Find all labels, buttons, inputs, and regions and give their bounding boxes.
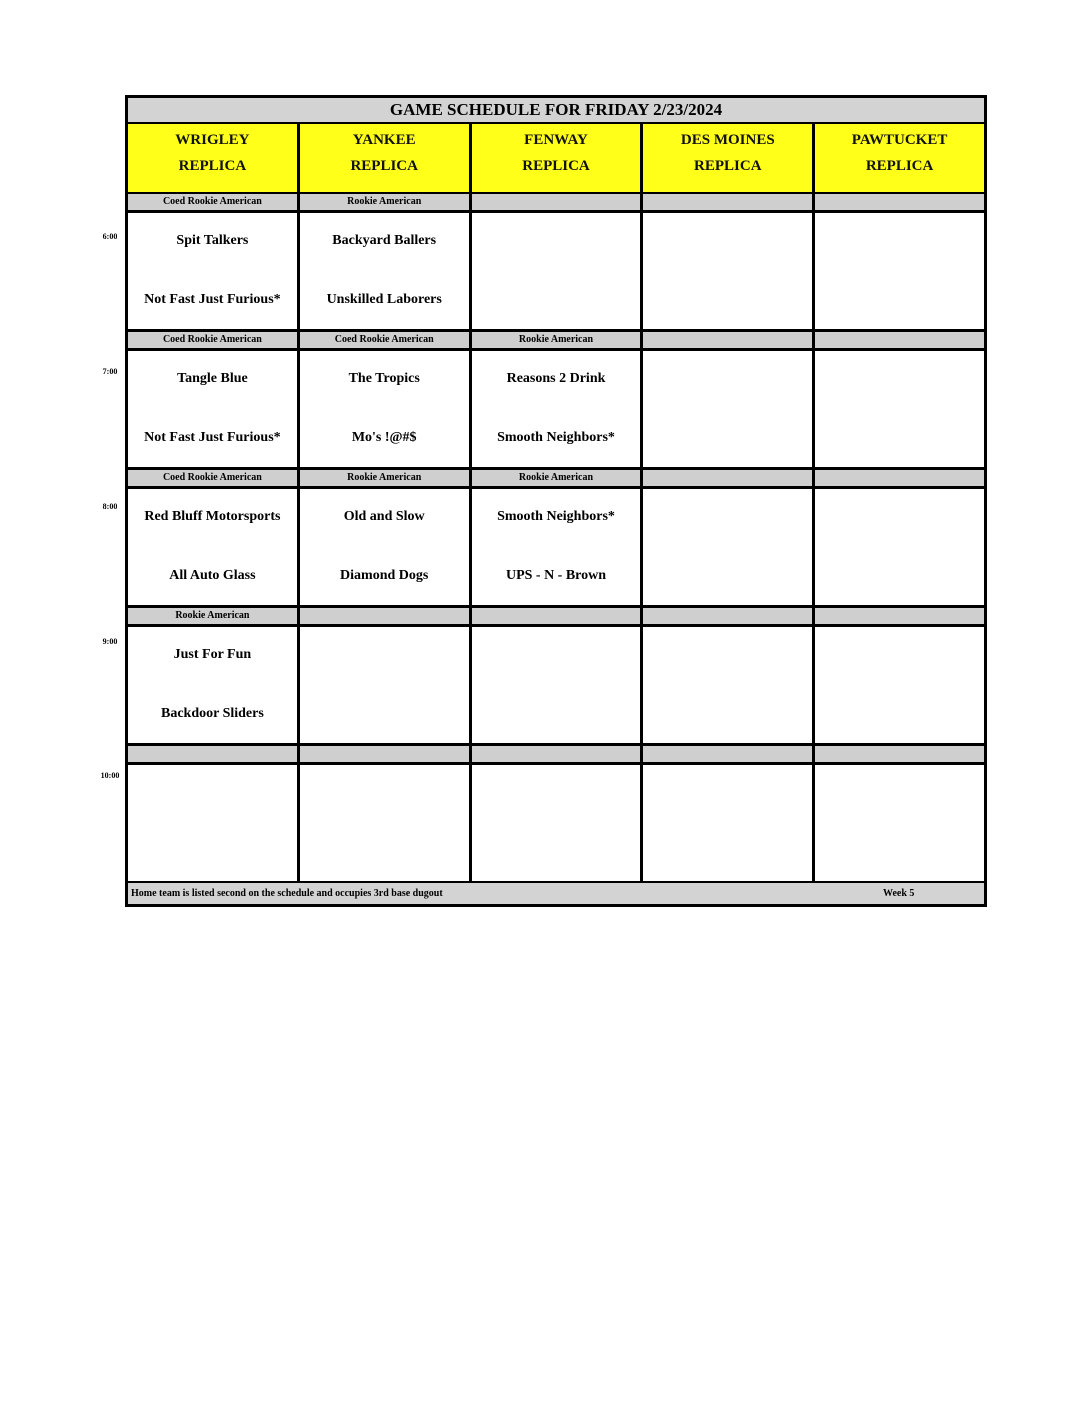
schedule-table [125, 95, 987, 907]
home-team: Not Fast Just Furious* [144, 430, 281, 445]
game-cell [300, 765, 472, 881]
away-team: The Tropics [348, 371, 420, 386]
division-row [128, 194, 984, 213]
time-label: 9:00 [102, 637, 118, 646]
game-cell [472, 627, 644, 743]
week-label: Week 5 [883, 888, 915, 899]
home-team: UPS - N - Brown [505, 568, 607, 583]
game-cell [815, 213, 984, 329]
time-label: 10:00 [100, 771, 120, 780]
game-cell [643, 351, 815, 467]
game-cell [300, 489, 472, 605]
time-label: 8:00 [102, 502, 118, 511]
game-cell [643, 213, 815, 329]
division-label: Rookie American [128, 608, 300, 624]
game-cell [472, 213, 644, 329]
game-cell [300, 627, 472, 743]
field-header [300, 124, 472, 192]
game-cell [472, 765, 644, 881]
game-cell [815, 351, 984, 467]
field-header [815, 124, 984, 192]
home-team: Not Fast Just Furious* [144, 292, 281, 307]
game-row [128, 627, 984, 746]
away-team: Red Bluff Motorsports [144, 509, 281, 524]
home-team: All Auto Glass [169, 568, 256, 583]
field-name: DES MOINES [680, 132, 775, 148]
field-name: YANKEE [352, 132, 416, 148]
field-subtitle: REPLICA [178, 158, 247, 174]
game-row [128, 351, 984, 470]
game-row [128, 765, 984, 883]
game-cell [472, 489, 644, 605]
division-label: Coed Rookie American [128, 470, 300, 486]
time-label: 7:00 [102, 367, 118, 376]
game-cell [128, 489, 300, 605]
game-row [128, 489, 984, 608]
field-subtitle: REPLICA [694, 158, 762, 174]
division-label: Coed Rookie American [128, 194, 300, 210]
field-header [472, 124, 644, 192]
division-label [472, 608, 644, 624]
division-label [300, 608, 472, 624]
home-team-note: Home team is listed second on the schedule and occupies 3rd base dugout [131, 888, 443, 899]
division-label: Rookie American [300, 194, 472, 210]
division-label: Rookie American [472, 332, 644, 348]
game-cell [643, 765, 815, 881]
schedule-footer [128, 883, 984, 904]
division-label: Rookie American [472, 470, 644, 486]
division-label [815, 746, 984, 762]
division-label [815, 470, 984, 486]
division-label [643, 746, 815, 762]
division-label: Coed Rookie American [300, 332, 472, 348]
home-team: Backdoor Sliders [160, 706, 264, 721]
division-label [300, 746, 472, 762]
time-label: 6:00 [102, 232, 118, 241]
game-cell [472, 351, 644, 467]
division-row [128, 608, 984, 627]
game-cell [128, 351, 300, 467]
game-cell [815, 627, 984, 743]
division-label [643, 332, 815, 348]
game-cell [300, 213, 472, 329]
game-cell [643, 627, 815, 743]
game-cell [128, 627, 300, 743]
game-cell [300, 351, 472, 467]
division-row [128, 746, 984, 765]
division-row [128, 470, 984, 489]
away-team: Old and Slow [343, 509, 425, 524]
game-cell [815, 765, 984, 881]
division-label [815, 332, 984, 348]
field-header-row [128, 124, 984, 194]
field-subtitle: REPLICA [522, 158, 590, 174]
away-team: Backyard Ballers [332, 233, 437, 248]
division-label [815, 608, 984, 624]
away-team: Smooth Neighbors* [497, 509, 615, 524]
schedule-title: GAME SCHEDULE FOR FRIDAY 2/23/2024 [128, 98, 984, 124]
division-label: Coed Rookie American [128, 332, 300, 348]
home-team: Unskilled Laborers [326, 292, 442, 307]
field-header [643, 124, 815, 192]
division-label [643, 470, 815, 486]
field-name: PAWTUCKET [851, 132, 948, 148]
division-row [128, 332, 984, 351]
away-team: Reasons 2 Drink [506, 371, 606, 386]
division-label [643, 608, 815, 624]
game-cell [643, 489, 815, 605]
field-name: FENWAY [524, 132, 588, 148]
game-cell [815, 489, 984, 605]
away-team: Tangle Blue [177, 371, 248, 386]
division-label: Rookie American [300, 470, 472, 486]
field-subtitle: REPLICA [350, 158, 418, 174]
division-label [128, 746, 300, 762]
division-label [472, 194, 644, 210]
game-cell [128, 765, 300, 881]
game-cell [128, 213, 300, 329]
field-name: WRIGLEY [175, 132, 250, 148]
division-label [472, 746, 644, 762]
division-label [815, 194, 984, 210]
away-team: Just For Fun [173, 647, 252, 662]
home-team: Diamond Dogs [340, 568, 429, 583]
field-subtitle: REPLICA [865, 158, 934, 174]
division-label [643, 194, 815, 210]
field-header [128, 124, 300, 192]
home-team: Mo's !@#$ [351, 430, 417, 445]
away-team: Spit Talkers [176, 233, 249, 248]
game-row [128, 213, 984, 332]
home-team: Smooth Neighbors* [497, 430, 615, 445]
